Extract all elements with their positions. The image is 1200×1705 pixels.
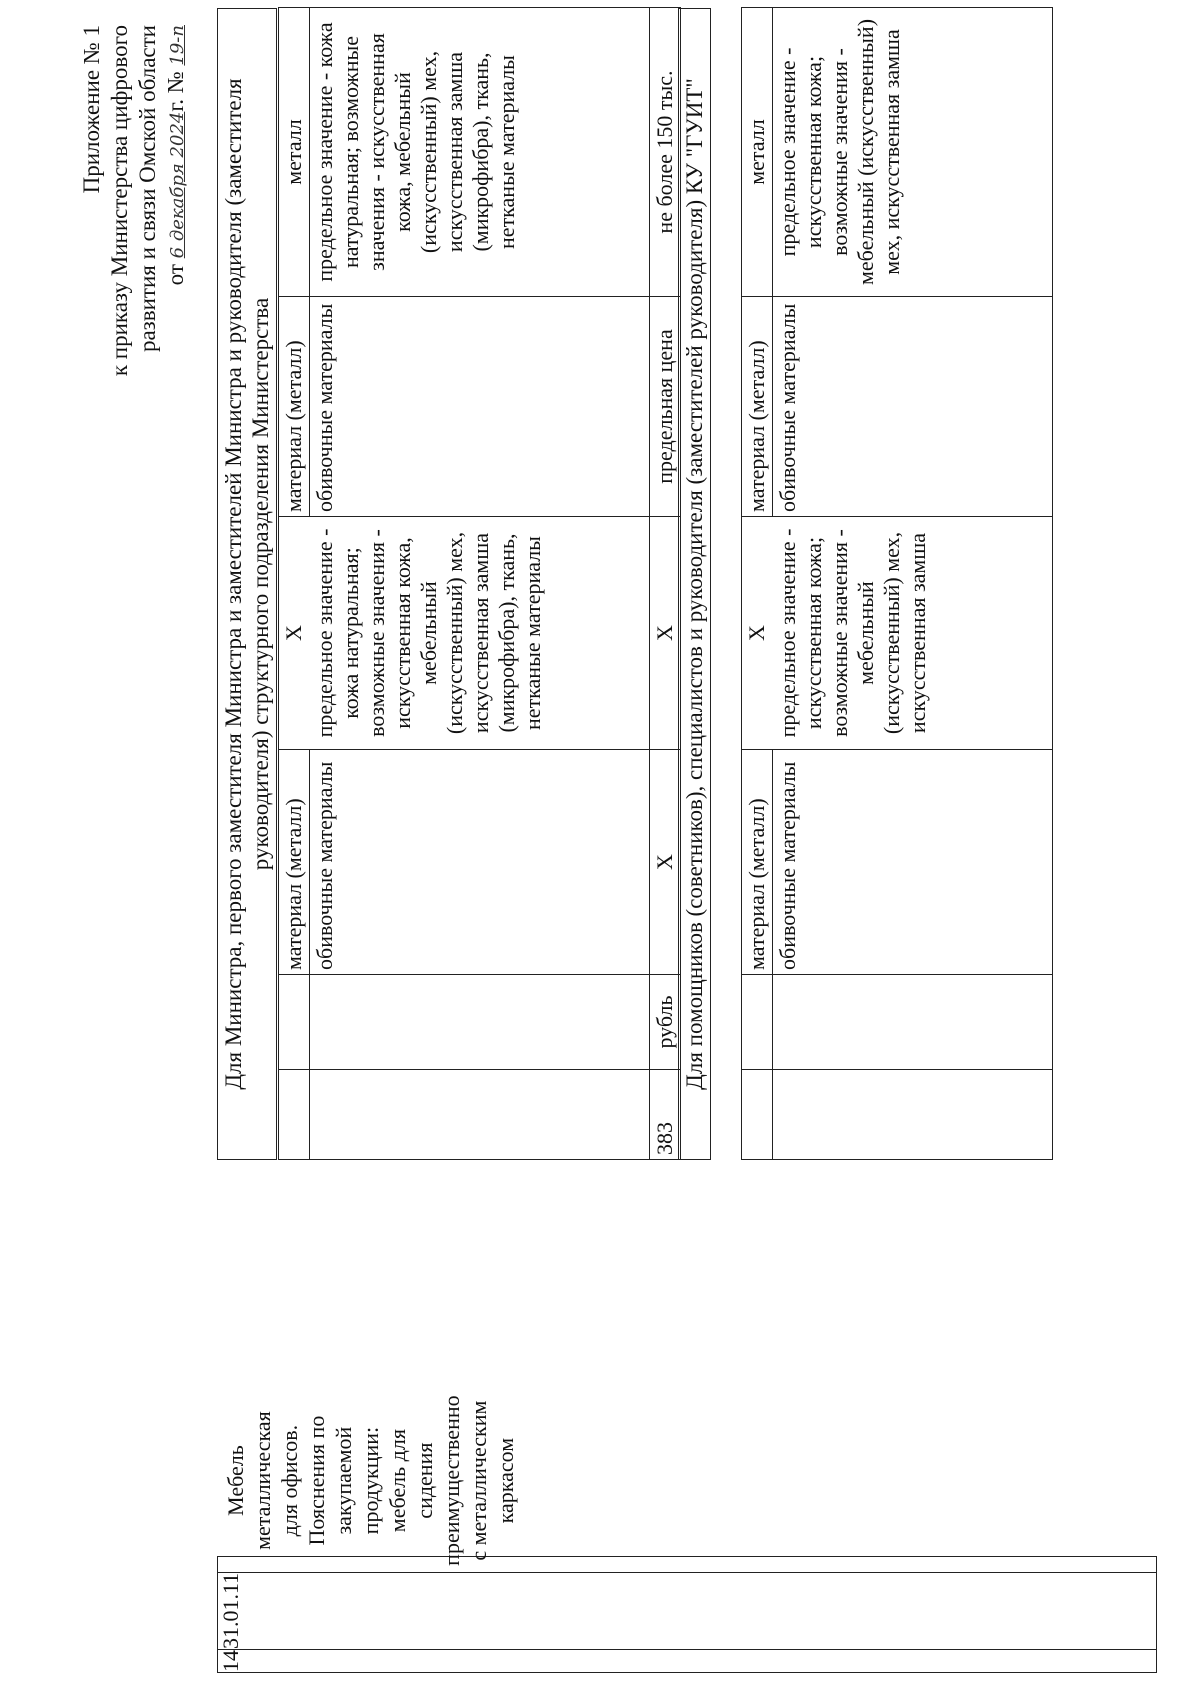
row-number-cell (218, 1395, 1157, 1673)
handwritten-date: 6 декабря 2024 (167, 111, 188, 259)
s1-r2-c1 (310, 1070, 650, 1160)
s2-r1-c1 (742, 1070, 773, 1160)
s1-r1-c2 (279, 975, 310, 1070)
section2-row-upholstery (773, 8, 1053, 1160)
appendix-header (78, 25, 192, 855)
section2-title: Для помощников (советников), специалистов и руководителя (заместителей руководителя) КУ "ГУИТ" (678, 8, 711, 1160)
s1-r3-c6: не более 150 тыс. (650, 8, 681, 297)
appendix-title: Приложение № 1 (79, 25, 104, 194)
s2-r2-c2 (773, 975, 1053, 1070)
section1-row-price (650, 8, 681, 1160)
s1-r1-c1 (279, 1070, 310, 1160)
row-number: 14 (218, 1649, 1156, 1672)
s2-r2-c5: обивочные материалы (773, 297, 1053, 517)
section2-table (741, 7, 1053, 1160)
s2-r1-c6: металл (742, 8, 773, 297)
appendix-ministry-line: развития и связи Омской области (135, 25, 160, 353)
s1-r2-c4: предельное значение - кожа натуральная; возможные значения - искусственная кожа, мебельный (искусственный) мех, искусственная замша (микрофибра), ткань, нетканые материалы (310, 517, 650, 750)
s2-r2-c6: предельное значение - искусственная кожа; возможные значения - мебельный (искусственный) мех, искусственная замша (773, 8, 1053, 297)
number-label: г. № (163, 71, 188, 112)
section1-table (278, 7, 681, 1160)
s1-r3-c4: Х (650, 517, 681, 750)
section1-row-material (279, 8, 310, 1160)
s1-r3-c5: предельная цена (650, 297, 681, 517)
appendix-order-line: к приказу Министерства цифрового (107, 25, 132, 377)
s1-r3-unit-name: рубль (650, 975, 681, 1070)
s1-r2-c6: предельное значение - кожа натуральная; возможные значения - искусственная кожа, мебельный (искусственный) мех, искусственная замша (микрофибра), ткань, нетканые материалы (310, 8, 650, 297)
s1-r3-c3: Х (650, 750, 681, 975)
section2-row-material (742, 8, 773, 1160)
s1-r2-c2 (310, 975, 650, 1070)
s1-r1-c6: металл (279, 8, 310, 297)
s1-r2-c5: обивочные материалы (310, 297, 650, 517)
appendix-date-line (162, 25, 192, 855)
s2-r1-c3: материал (металл) (742, 750, 773, 975)
s1-r3-unit-code: 383 (650, 1070, 681, 1160)
s2-r1-c4: Х (742, 517, 773, 750)
s1-r1-c5: материал (металл) (279, 297, 310, 517)
s2-r2-c1 (773, 1070, 1053, 1160)
s2-r2-c3: обивочные материалы (773, 750, 1053, 975)
s1-r1-c3: материал (металл) (279, 750, 310, 975)
okpd-code: 31.01.11 (218, 1572, 1156, 1649)
product-description: Мебель металлическая для офисов. Пояснения по закупаемой продукции: мебель для сидения преимущественно с металлическим каркасом (223, 1395, 518, 1566)
date-prefix: от (163, 264, 188, 286)
handwritten-number: 19-п (167, 25, 188, 66)
row-14-left (217, 1143, 1157, 1673)
s2-r2-c4: предельное значение - искусственная кожа; возможные значения - мебельный (искусственный) мех, искусственная замша (773, 517, 1053, 750)
x-marker: Х (281, 625, 306, 641)
section1-row-upholstery (310, 8, 650, 1160)
s2-r1-c2 (742, 975, 773, 1070)
s1-r1-c4 (279, 517, 310, 750)
s1-r2-c3: обивочные материалы (310, 750, 650, 975)
section1-title: Для Министра, первого заместителя Министра и заместителей Министра и руководителя (заместителя руководителя) структурного подразделения Министерства (217, 8, 277, 1160)
s2-r1-c5: материал (металл) (742, 297, 773, 517)
